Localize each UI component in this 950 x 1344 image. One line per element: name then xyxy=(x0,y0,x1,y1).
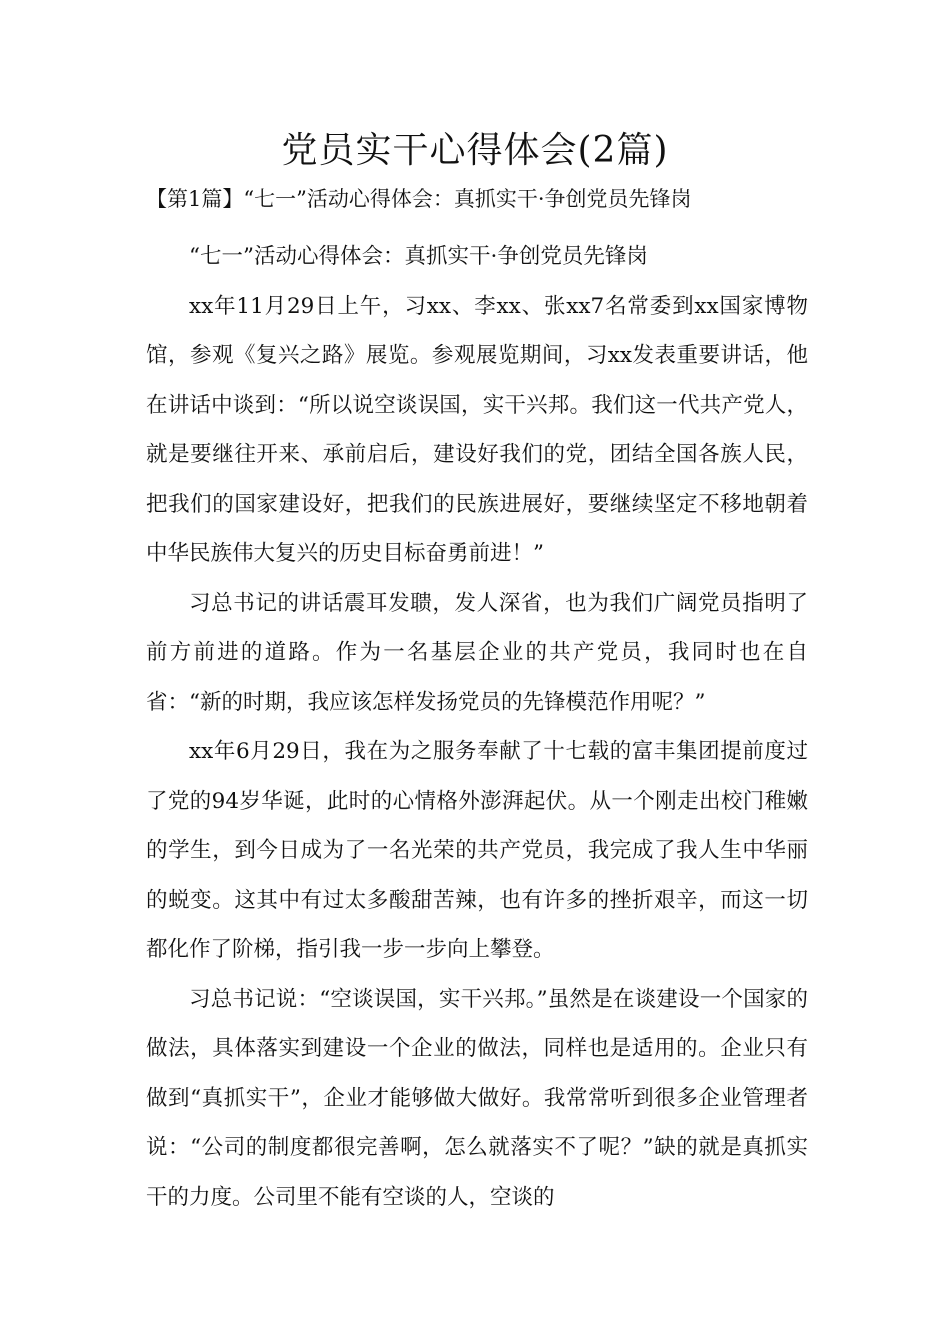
paragraph: “七一”活动心得体会：真抓实干·争创党员先锋岗 xyxy=(189,244,648,269)
paragraph: xx年11月29日上午，习xx、李xx、张xx7名常委到xx国家博物馆，参观《复兴之路》展览。参观展览期间，习xx发表重要讲话，他在讲话中谈到：“所以说空谈误国，实干兴邦。我们这一代共产党人，就是要继往开来、承前启后，建设好我们的党，团结全国各族人民，把我们的国家建设好，把我们的民族进展好，要继续坚定不移地朝着中华民族伟大复兴的历史目标奋勇前进！” xyxy=(146,293,808,566)
article-heading: 【第1篇】“七一”活动心得体会：真抓实干·争创党员先锋岗 xyxy=(146,187,692,211)
article-body xyxy=(146,232,808,1222)
paragraph: 习总书记的讲话震耳发聩，发人深省，也为我们广阔党员指明了前方前进的道路。作为一名基层企业的共产党员，我同时也在自省：“新的时期，我应该怎样发扬党员的先锋模范作用呢？” xyxy=(146,590,808,715)
document-title: 党员实干心得体会(2篇) xyxy=(281,130,669,171)
paragraph: xx年6月29日，我在为之服务奉献了十七载的富丰集团提前度过了党的94岁华诞，此时的心情格外澎湃起伏。从一个刚走出校门稚嫩的学生，到今日成为了一名光荣的共产党员，我完成了我人生中华丽的蜕变。这其中有过太多酸甜苦辣，也有许多的挫折艰辛，而这一切都化作了阶梯，指引我一步一步向上攀登。 xyxy=(146,739,808,962)
paragraph: 习总书记说：“空谈误国，实干兴邦。”虽然是在谈建设一个国家的做法，具体落实到建设一个企业的做法，同样也是适用的。企业只有做到“真抓实干”，企业才能够做大做好。我常常听到很多企业管理者说：“公司的制度都很完善啊，怎么就落实不了呢？”缺的就是真抓实干的力度。公司里不能有空谈的人，空谈的 xyxy=(146,986,808,1210)
